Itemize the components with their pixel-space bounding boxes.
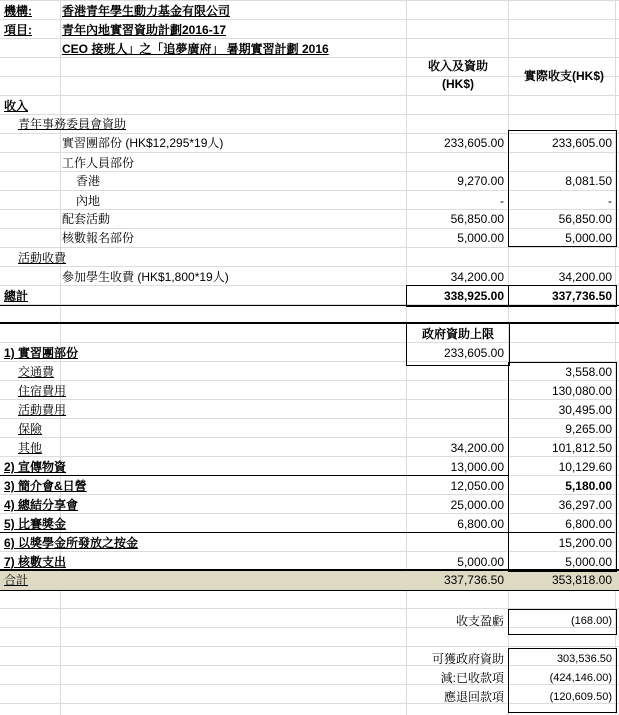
income-row-budget: - [500, 194, 504, 208]
total-band-top [0, 569, 619, 571]
expense-sub-label: 其他 [18, 441, 43, 455]
expense-item-budget: 6,800.00 [457, 517, 504, 531]
income-row-actual: 233,605.00 [551, 136, 612, 150]
expense-item-actual: 5,180.00 [565, 479, 612, 493]
gov-subsidy-value: 303,536.50 [556, 653, 612, 665]
org-value: 香港青年學生動力基金有限公司 [62, 4, 231, 18]
expense-item-actual: 15,200.00 [558, 536, 612, 550]
expense-item-label: 5) 比賽獎金 [4, 517, 67, 531]
income-row-actual: 8,081.50 [565, 174, 612, 188]
balance-label: 收支盈虧 [455, 614, 504, 628]
col-actual-header: 實際收支(HK$) [524, 69, 604, 83]
income-total-actual: 337,736.50 [551, 289, 612, 303]
grid-row-line [0, 95, 619, 96]
expense-sub-actual: 9,265.00 [565, 422, 612, 436]
expense-sub-actual: 130,080.00 [551, 384, 612, 398]
org-label: 機構: [4, 4, 32, 18]
expense-item-budget: 25,000.00 [450, 498, 504, 512]
expense-item-actual: 36,297.00 [558, 498, 612, 512]
expense-item-label: 2) 宣傳物資 [4, 460, 67, 474]
expense-sub-actual: 101,812.50 [551, 441, 612, 455]
gov-subsidy-label: 可獲政府資助 [431, 652, 504, 666]
income-row-label: 工作人員部份 [62, 156, 135, 170]
expense-sub-actual: 30,495.00 [558, 403, 612, 417]
income-total-label: 總計 [4, 289, 29, 303]
income-total-box [406, 285, 617, 307]
refund-label: 應退回款項 [443, 690, 504, 704]
expense-item-label: 6) 以獎學金所發放之按金 [4, 536, 139, 550]
expense-item-actual: 6,800.00 [565, 517, 612, 531]
income-row-label: 配套活動 [62, 212, 111, 226]
income-row-budget: 5,000.00 [457, 231, 504, 245]
item2-line [0, 475, 508, 476]
expense-item-label: 4) 總結分享會 [4, 498, 79, 512]
grid-row-line [0, 342, 619, 343]
expense-sub-label: 活動費用 [18, 403, 67, 417]
col-income-header-l1: 收入及資助 [427, 59, 488, 73]
student-fee-budget: 34,200.00 [450, 270, 504, 284]
income-row-budget: 56,850.00 [450, 212, 504, 226]
income-row-label: 香港 [76, 174, 101, 188]
expense-group-label: 1) 實習團部份 [4, 346, 79, 360]
expense-total-label: 合計 [4, 573, 29, 587]
income-total-budget: 338,925.00 [443, 289, 504, 303]
summary-box [508, 648, 617, 713]
expense-actual-box [508, 362, 617, 572]
balance-value: (168.00) [571, 615, 612, 627]
income-total-divider [508, 285, 509, 305]
grid-row-line [0, 266, 619, 267]
expense-top-line [0, 322, 619, 324]
subsidy-label: 青年事務委員會資助 [18, 117, 127, 131]
income-row-budget: 9,270.00 [457, 174, 504, 188]
student-fee-actual: 34,200.00 [558, 270, 612, 284]
income-row-label: 內地 [76, 194, 101, 208]
expense-total-actual: 353,818.00 [551, 573, 612, 587]
expense-item-budget: 5,000.00 [457, 555, 504, 569]
income-row-budget: 233,605.00 [443, 136, 504, 150]
income-row-actual: 5,000.00 [565, 231, 612, 245]
refund-value: (120,609.50) [549, 691, 612, 703]
grid-row-line [0, 646, 619, 647]
expense-group-limit: 233,605.00 [443, 346, 504, 360]
expense-sub-label: 保險 [18, 422, 43, 436]
expense-sub-actual: 3,558.00 [565, 365, 612, 379]
income-row-actual: 56,850.00 [558, 212, 612, 226]
program-title: CEO 接班人」之「追夢廣府」 暑期實習計劃 2016 [62, 42, 329, 56]
received-value: (424,146.00) [549, 672, 612, 684]
balance-box [508, 609, 617, 635]
activity-fee-label: 活動收費 [18, 251, 67, 265]
expense-item-budget: 12,050.00 [450, 479, 504, 493]
project-value: 青年內地實習資助計劃2016-17 [62, 23, 227, 37]
expense-item-label: 7) 核數支出 [4, 555, 67, 569]
total-band-bottom [0, 590, 619, 591]
income-actual-box [508, 130, 617, 247]
expense-sub-budget: 34,200.00 [450, 441, 504, 455]
expense-item-label: 3) 簡介會&日營 [4, 479, 87, 493]
project-label: 項目: [4, 23, 32, 37]
income-row-label: 實習團部份 (HK$12,295*19人) [62, 136, 224, 150]
col-income-header-l2: (HK$) [442, 77, 474, 91]
expense-total-budget: 337,736.50 [443, 573, 504, 587]
expense-sub-label: 住宿費用 [18, 384, 67, 398]
expense-item-budget: 13,000.00 [450, 460, 504, 474]
gov-limit-header: 政府資助上限 [421, 327, 494, 341]
student-fee-label: 參加學生收費 (HK$1,800*19人) [62, 270, 229, 284]
grid-row-line [0, 0, 619, 1]
income-row-actual: - [608, 194, 612, 208]
expense-sub-label: 交通費 [18, 365, 55, 379]
income-row-label: 核數報名部份 [62, 231, 135, 245]
gov-limit-box [406, 322, 510, 366]
received-label: 減:已收款項 [440, 671, 504, 685]
income-section-label: 收入 [4, 99, 29, 113]
expense-item-actual: 10,129.60 [558, 460, 612, 474]
expense-item-actual: 5,000.00 [565, 555, 612, 569]
item5-line [0, 532, 615, 533]
